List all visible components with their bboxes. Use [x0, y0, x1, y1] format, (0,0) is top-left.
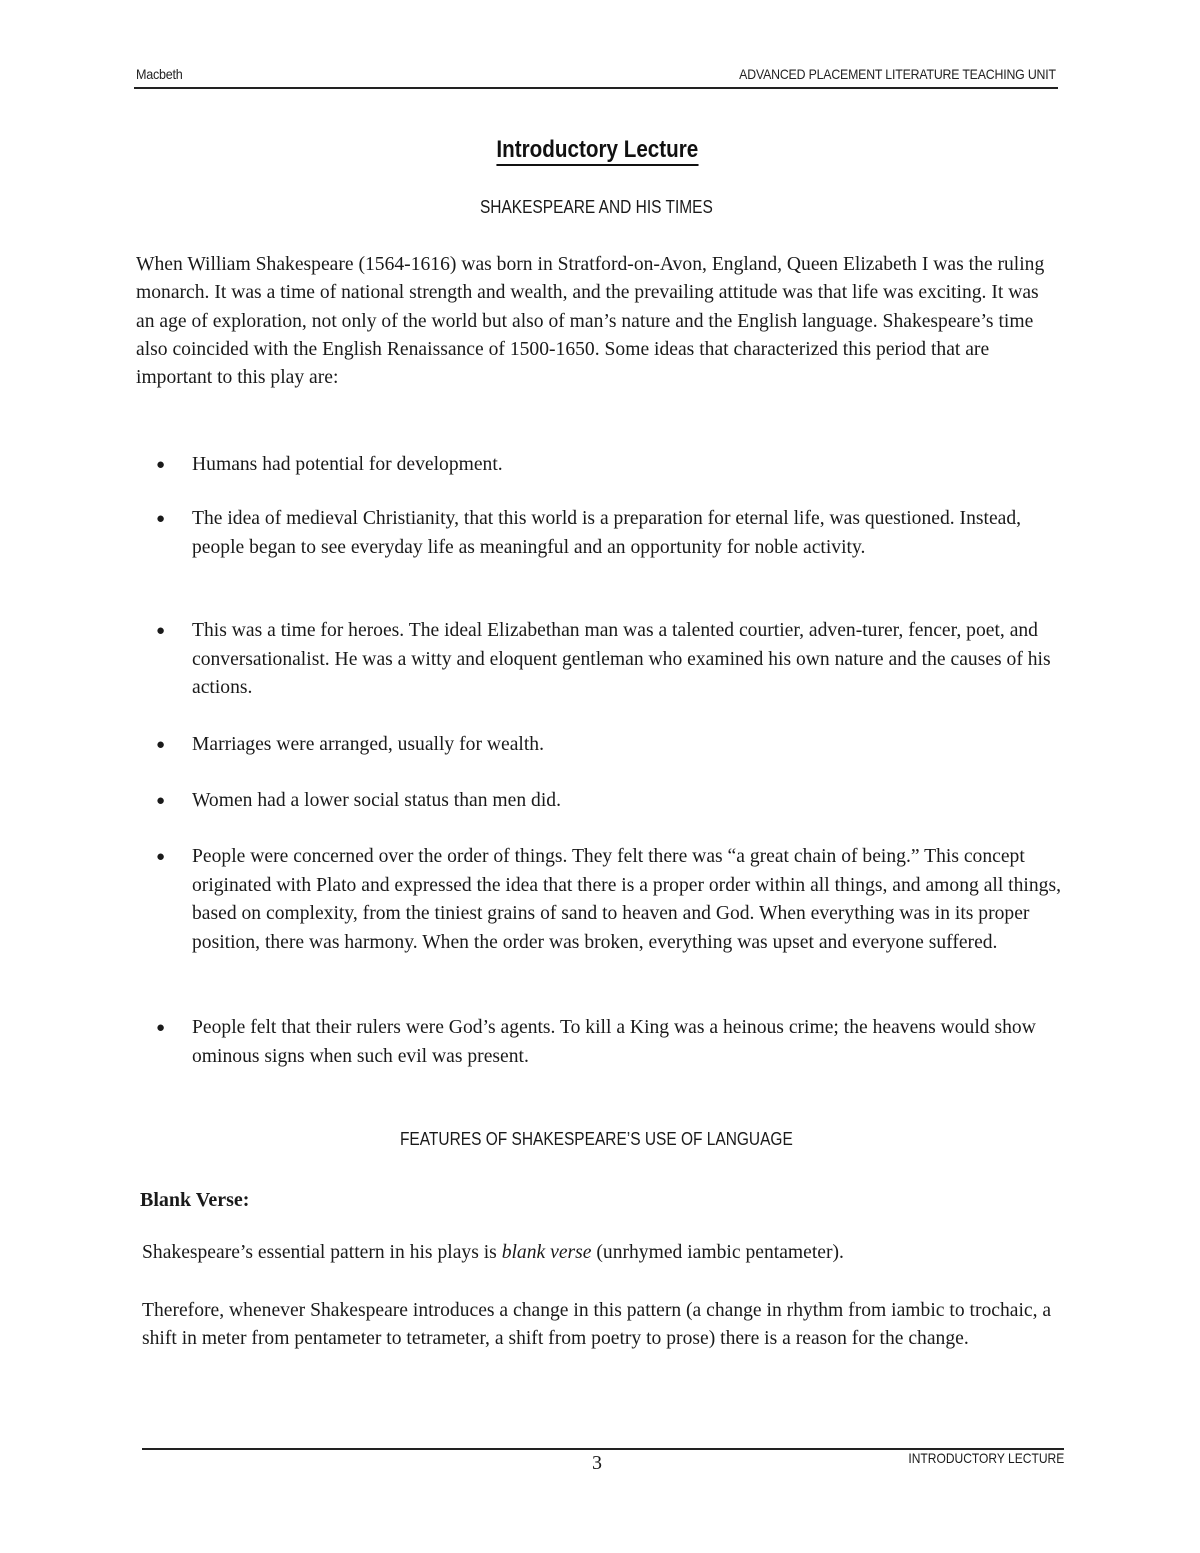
bullet-icon: ● — [156, 737, 166, 753]
bullet-icon: ● — [156, 793, 166, 809]
page-title-text: Introductory Lecture — [496, 137, 698, 166]
list-item-text: Marriages were arranged, usually for wealth. — [192, 734, 544, 755]
blank-verse-paragraph — [142, 1239, 1067, 1267]
running-header-title: Macbeth — [136, 66, 183, 82]
page-number: 3 — [592, 1452, 602, 1474]
blank-verse-term: blank verse — [501, 1242, 592, 1263]
intro-paragraph: When William Shakespeare (1564-1616) was born in Stratford-on-Avon, England, Queen Elizabeth I was the ruling monarch. It was a time of national strength and wealth, and the prevailing attitude was that life was exciting. It was an age of exploration, not only of the world but also of man’s nature and the English language. Shakespeare’s time also coincided with the English Renaissance of 1500-1650. Some ideas that characterized this period that are important to this play are: — [136, 254, 1045, 389]
list-item-text: Humans had potential for development. — [192, 454, 503, 475]
therefore-paragraph: Therefore, whenever Shakespeare introduces a change in this pattern (a change in rhythm from iambic to trochaic, a shift in meter from pentameter to tetrameter, a shift from poetry to prose) there is a reason for the change. — [142, 1300, 1052, 1350]
list-item-text: The idea of medieval Christianity, that this world is a preparation for eternal life, was questioned. Instead, people began to see everyday life as meaningful and an opportunity for noble activity. — [192, 508, 1022, 558]
bullet-icon: ● — [156, 623, 166, 639]
section-heading-times-text: SHAKESPEARE AND HIS TIMES — [479, 197, 713, 217]
list-item-text: People felt that their rulers were God’s agents. To kill a King was a heinous crime; the heavens would show ominous signs when such evil was present. — [192, 1017, 1036, 1067]
blank-verse-label: Blank Verse: — [140, 1189, 250, 1211]
list-item-text: People were concerned over the order of things. They felt there was “a great chain of being.” This concept originated with Plato and expressed the idea that there is a proper order within all things, and among all things, based on complexity, from the tiniest grains of sand to heaven and God. When everything was in its proper position, there was harmony. When the order was broken, everything was upset and everyone suffered. — [192, 846, 1061, 953]
bullet-icon: ● — [156, 511, 166, 527]
header-divider — [134, 87, 1058, 89]
section-heading-language — [0, 1129, 1192, 1150]
section-heading-times — [0, 197, 1192, 218]
bullet-icon: ● — [156, 457, 166, 473]
blank-verse-text-pre: Shakespeare’s essential pattern in his plays is — [142, 1242, 502, 1263]
blank-verse-text-post: (unrhymed iambic pentameter). — [591, 1242, 844, 1263]
section-heading-language-text: FEATURES OF SHAKESPEARE’S USE OF LANGUAGE — [399, 1129, 793, 1149]
bullet-icon: ● — [156, 849, 166, 865]
running-header-unit: ADVANCED PLACEMENT LITERATURE TEACHING UNIT — [739, 66, 1056, 82]
bullet-icon: ● — [156, 1020, 166, 1036]
page-title — [0, 136, 1194, 166]
list-item-text: Women had a lower social status than men did. — [192, 790, 561, 811]
list-item-text: This was a time for heroes. The ideal Elizabethan man was a talented courtier, adven-turer, fencer, poet, and conversationalist. He was a witty and eloquent gentleman who examined his own nature and the causes of his actions. — [192, 620, 1051, 698]
running-footer-section: INTRODUCTORY LECTURE — [908, 1450, 1064, 1466]
